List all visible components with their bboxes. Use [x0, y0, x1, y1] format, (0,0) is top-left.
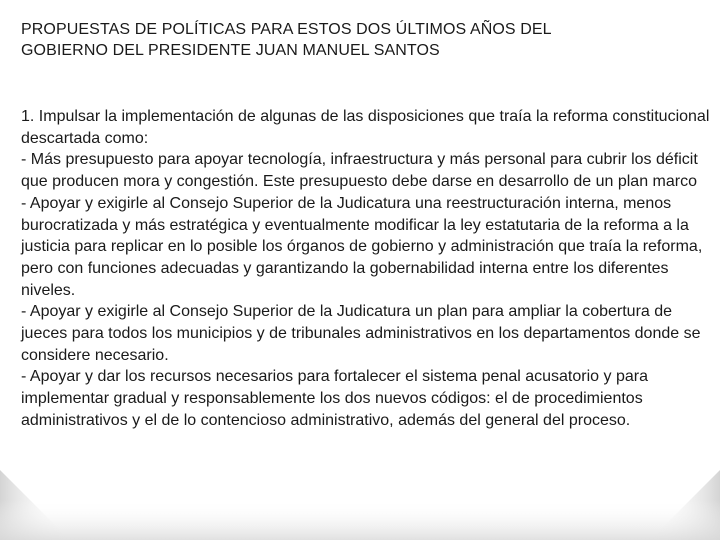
body-paragraph: - Apoyar y exigirle al Consejo Superior de la Judicatura un plan para ampliar la cobertura de jueces para todos los municipios y de tribunales administrativos en los departamentos donde se considere necesario.: [21, 303, 701, 364]
slide-body: [21, 106, 716, 432]
body-paragraph: - Más presupuesto para apoyar tecnología, infraestructura y más personal para cubrir los déficit que producen mora y congestión. Este presupuesto debe darse en desarrollo de un plan marco: [21, 151, 698, 191]
body-paragraph: - Apoyar y dar los recursos necesarios para fortalecer el sistema penal acusatorio y para implementar gradual y responsablemente los dos nuevos códigos: el de procedimientos administrativos y el de lo contencioso administrativo, además del general del proceso.: [21, 368, 648, 429]
body-paragraph: - Apoyar y exigirle al Consejo Superior de la Judicatura una reestructuración interna, menos burocratizada y más estratégica y eventualmente modificar la ley estatutaria de la reforma a la justicia para replicar en lo posible los órganos de gobierno y administración que traía la reforma, pero con funciones adecuadas y garantizando la gobernabilidad interna entre los diferentes niveles.: [21, 194, 703, 299]
body-paragraph: 1. Impulsar la implementación de algunas de las disposiciones que traía la reforma constitucional descartada como:: [21, 108, 710, 147]
slide-title-line: GOBIERNO DEL PRESIDENTE JUAN MANUEL SANTOS: [21, 42, 440, 59]
slide-title-line: PROPUESTAS DE POLÍTICAS PARA ESTOS DOS ÚLTIMOS AÑOS DEL: [21, 21, 552, 38]
slide-title: [21, 19, 701, 61]
